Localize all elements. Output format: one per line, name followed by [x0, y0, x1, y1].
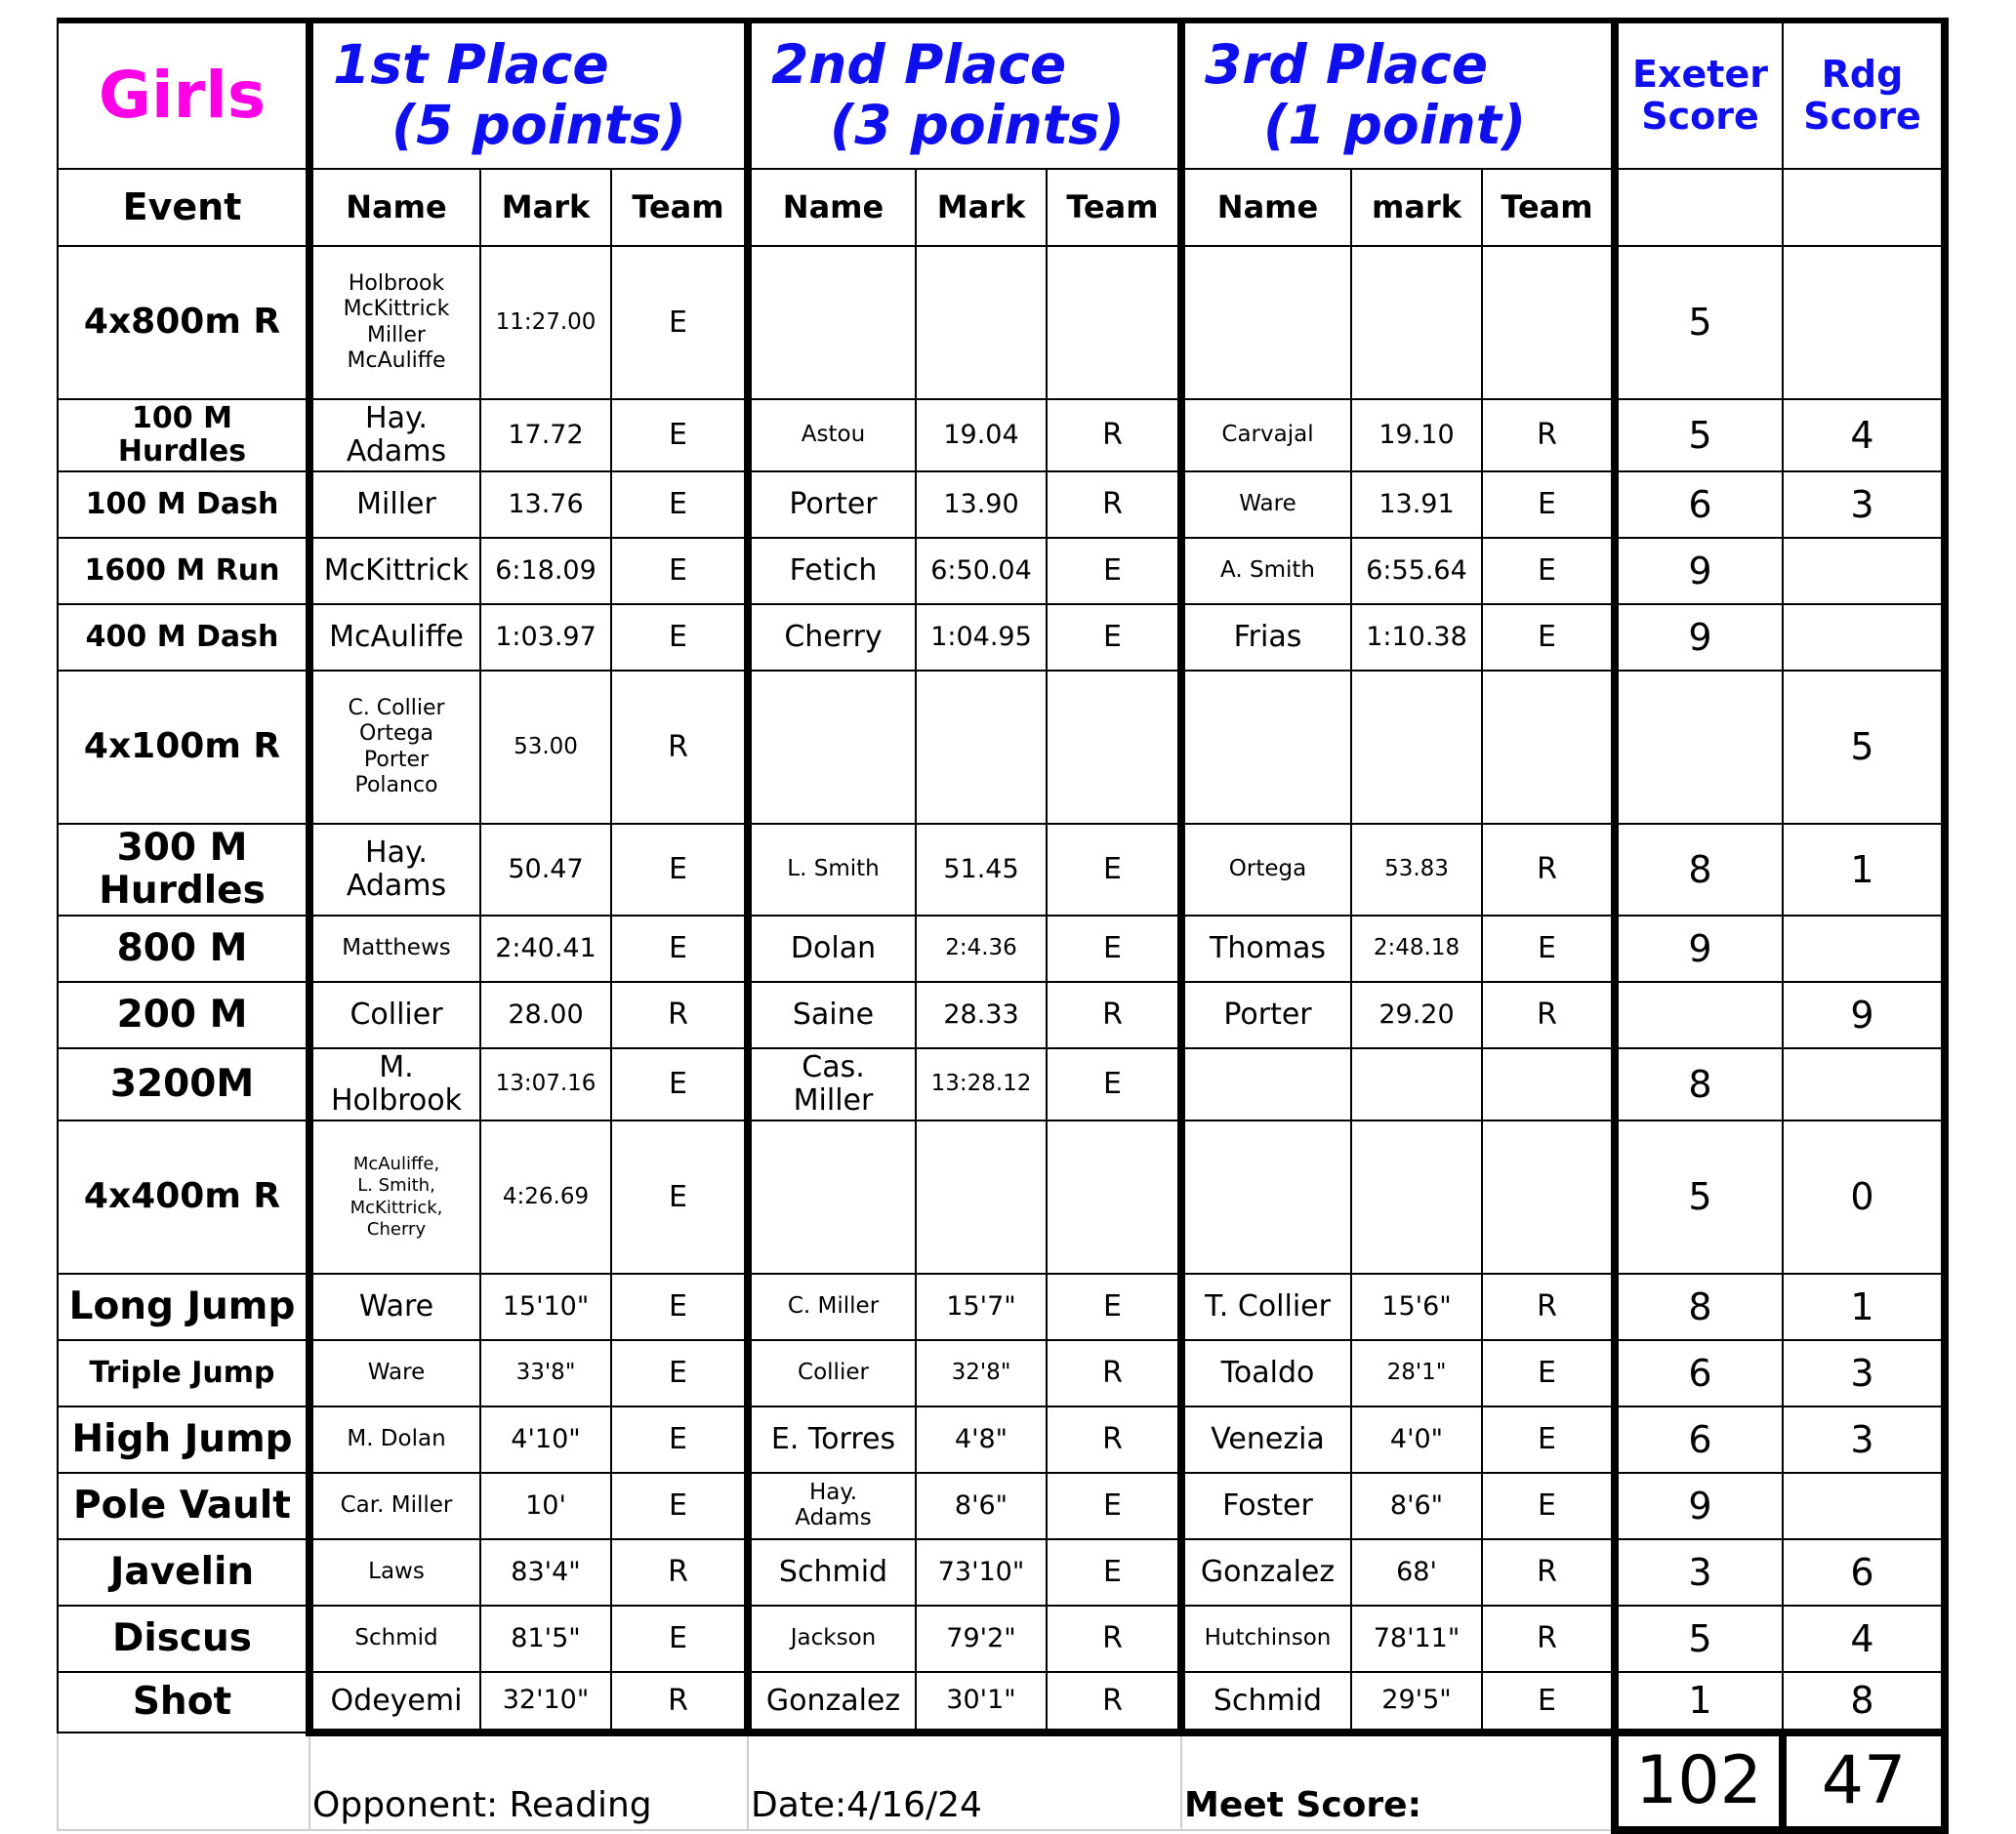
event-row-long-jump — [58, 1274, 1945, 1340]
p3-mark: 8'6" — [1351, 1473, 1482, 1539]
event-row-4x800m-r — [58, 246, 1945, 399]
p1-mark: 83'4" — [480, 1539, 611, 1606]
event-name: 800 M — [58, 916, 309, 982]
p1-mark: 32'10" — [480, 1672, 611, 1732]
event-row-javelin — [58, 1539, 1945, 1606]
p2-team: R — [1047, 1406, 1181, 1473]
p1-athlete-name-line: Ortega — [359, 721, 433, 747]
p3-team: R — [1482, 399, 1615, 471]
p1-mark: 53.00 — [480, 671, 611, 824]
event-name: Triple Jump — [58, 1340, 309, 1406]
p3-mark: 28'1" — [1351, 1340, 1482, 1406]
p1-mark: 17.72 — [480, 399, 611, 471]
p1-team-header: Team — [611, 169, 748, 246]
p3-athlete-name: Carvajal — [1181, 399, 1351, 471]
p1-athlete-name — [309, 1121, 480, 1274]
p3-mark: 2:48.18 — [1351, 916, 1482, 982]
rdg-score-header: Rdg Score — [1783, 20, 1945, 169]
p1-athlete-name-line: Miller — [367, 322, 426, 347]
event-name-line: 100 M — [132, 401, 232, 436]
p1-athlete-name-line: Holbrook — [330, 1083, 463, 1118]
column-header-row — [58, 169, 1945, 246]
p2-team: E — [1047, 1539, 1181, 1606]
p1-mark-header: Mark — [480, 169, 611, 246]
p2-team — [1047, 1121, 1181, 1274]
p3-team: R — [1482, 824, 1615, 916]
event-name: Javelin — [58, 1539, 309, 1606]
p1-team: E — [611, 471, 748, 538]
event-name — [58, 824, 309, 916]
p1-team: R — [611, 982, 748, 1048]
event-row-triple-jump — [58, 1340, 1945, 1406]
event-name: Discus — [58, 1606, 309, 1672]
p2-athlete-name: Gonzalez — [748, 1672, 916, 1732]
p3-mark: 29.20 — [1351, 982, 1482, 1048]
p2-athlete-name: Fetich — [748, 538, 916, 604]
meet-score-label: Meet Score: — [1181, 1732, 1615, 1830]
p1-team: E — [611, 824, 748, 916]
exeter-score: 6 — [1615, 1406, 1783, 1473]
p1-mark: 13:07.16 — [480, 1048, 611, 1121]
opponent-label: Opponent: Reading — [309, 1732, 748, 1830]
exeter-score: 8 — [1615, 1048, 1783, 1121]
rdg-score — [1783, 1473, 1945, 1539]
rdg-score: 4 — [1783, 1606, 1945, 1672]
p1-athlete-name-line: Porter — [363, 747, 430, 772]
p3-athlete-name — [1181, 1121, 1351, 1274]
p3-team — [1482, 246, 1615, 399]
p1-team: E — [611, 246, 748, 399]
p1-athlete-name: Laws — [309, 1539, 480, 1606]
p1-team: R — [611, 1672, 748, 1732]
p3-athlete-name: Porter — [1181, 982, 1351, 1048]
event-name: 3200M — [58, 1048, 309, 1121]
p3-mark: 29'5" — [1351, 1672, 1482, 1732]
exeter-score: 9 — [1615, 916, 1783, 982]
p2-team — [1047, 246, 1181, 399]
exeter-score: 8 — [1615, 1274, 1783, 1340]
p1-athlete-name: Miller — [309, 471, 480, 538]
p1-team: R — [611, 671, 748, 824]
rdg-score: 1 — [1783, 824, 1945, 916]
p1-athlete-name-line: Holbrook — [348, 270, 445, 296]
event-row-shot — [58, 1672, 1945, 1732]
p3-athlete-name: Thomas — [1181, 916, 1351, 982]
event-row-4x400m-r — [58, 1121, 1945, 1274]
p2-athlete-name — [748, 246, 916, 399]
p1-team: E — [611, 538, 748, 604]
p3-mark: 1:10.38 — [1351, 604, 1482, 671]
event-name: High Jump — [58, 1406, 309, 1473]
event-row-high-jump — [58, 1406, 1945, 1473]
p1-name-header: Name — [309, 169, 480, 246]
p3-athlete-name — [1181, 671, 1351, 824]
p2-name-header: Name — [748, 169, 916, 246]
p3-team: R — [1482, 1606, 1615, 1672]
exeter-score: 5 — [1615, 1606, 1783, 1672]
p2-mark — [916, 671, 1047, 824]
p1-team: E — [611, 916, 748, 982]
p1-mark: 28.00 — [480, 982, 611, 1048]
p1-athlete-name-line: McAuliffe — [347, 347, 446, 373]
p3-athlete-name: T. Collier — [1181, 1274, 1351, 1340]
exeter-score: 5 — [1615, 246, 1783, 399]
p2-mark: 79'2" — [916, 1606, 1047, 1672]
p2-mark: 2:4.36 — [916, 916, 1047, 982]
p2-athlete-name-line: Hay. — [808, 1480, 858, 1506]
p1-athlete-name — [309, 399, 480, 471]
place3-header: 3rd Place (1 point) — [1181, 20, 1615, 169]
p2-mark: 1:04.95 — [916, 604, 1047, 671]
p3-team: E — [1482, 916, 1615, 982]
p3-team: E — [1482, 1406, 1615, 1473]
p3-athlete-name: A. Smith — [1181, 538, 1351, 604]
p3-athlete-name: Foster — [1181, 1473, 1351, 1539]
event-name: 100 M Dash — [58, 471, 309, 538]
event-row-100-m-dash — [58, 471, 1945, 538]
p3-mark: 6:55.64 — [1351, 538, 1482, 604]
p3-mark: 15'6" — [1351, 1274, 1482, 1340]
exeter-score: 3 — [1615, 1539, 1783, 1606]
rdg-score — [1783, 538, 1945, 604]
scoresheet-table — [57, 18, 1949, 1834]
girls-title: Girls — [58, 20, 309, 169]
p1-team: E — [611, 1406, 748, 1473]
p2-mark: 15'7" — [916, 1274, 1047, 1340]
p2-athlete-name: Dolan — [748, 916, 916, 982]
p2-team: R — [1047, 1606, 1181, 1672]
p2-athlete-name: E. Torres — [748, 1406, 916, 1473]
footer-blank — [58, 1732, 309, 1830]
p2-athlete-name — [748, 1048, 916, 1121]
p1-athlete-name-line: Hay. — [365, 401, 428, 436]
title-row — [58, 20, 1945, 169]
p2-athlete-name — [748, 1121, 916, 1274]
p1-mark: 15'10" — [480, 1274, 611, 1340]
p2-team: E — [1047, 604, 1181, 671]
p1-athlete-name — [309, 671, 480, 824]
exeter-total-score: 102 — [1615, 1732, 1783, 1830]
p1-athlete-name — [309, 824, 480, 916]
p1-athlete-name: Odeyemi — [309, 1672, 480, 1732]
rdg-score: 9 — [1783, 982, 1945, 1048]
rdg-score: 5 — [1783, 671, 1945, 824]
p2-team — [1047, 671, 1181, 824]
event-name-line: 300 M — [116, 826, 248, 871]
p1-athlete-name — [309, 1048, 480, 1121]
p3-mark — [1351, 1048, 1482, 1121]
p2-team: R — [1047, 1340, 1181, 1406]
meet-date: Date:4/16/24 — [748, 1732, 1181, 1830]
rdg-score-blank — [1783, 169, 1945, 246]
p2-team: E — [1047, 916, 1181, 982]
p1-athlete-name-line: McAuliffe, — [352, 1153, 440, 1174]
event-name: 200 M — [58, 982, 309, 1048]
p2-athlete-name — [748, 671, 916, 824]
p2-team-header: Team — [1047, 169, 1181, 246]
event-row-pole-vault — [58, 1473, 1945, 1539]
p3-athlete-name: Ware — [1181, 471, 1351, 538]
rdg-score: 6 — [1783, 1539, 1945, 1606]
p1-team: E — [611, 1048, 748, 1121]
p3-mark — [1351, 1121, 1482, 1274]
p1-athlete-name: Ware — [309, 1340, 480, 1406]
event-name: 400 M Dash — [58, 604, 309, 671]
p3-athlete-name: Schmid — [1181, 1672, 1351, 1732]
p1-mark: 11:27.00 — [480, 246, 611, 399]
p1-mark: 81'5" — [480, 1606, 611, 1672]
p1-mark: 13.76 — [480, 471, 611, 538]
p3-team: E — [1482, 1672, 1615, 1732]
p1-team: E — [611, 1121, 748, 1274]
rdg-score: 4 — [1783, 399, 1945, 471]
event-name: 4x400m R — [58, 1121, 309, 1274]
p1-athlete-name: Matthews — [309, 916, 480, 982]
event-name: 1600 M Run — [58, 538, 309, 604]
p3-name-header: Name — [1181, 169, 1351, 246]
p2-athlete-name: Jackson — [748, 1606, 916, 1672]
p3-athlete-name — [1181, 246, 1351, 399]
event-row-4x100m-r — [58, 671, 1945, 824]
p2-mark: 32'8" — [916, 1340, 1047, 1406]
p3-athlete-name — [1181, 1048, 1351, 1121]
p1-mark: 10' — [480, 1473, 611, 1539]
p2-athlete-name: L. Smith — [748, 824, 916, 916]
p3-mark: 53.83 — [1351, 824, 1482, 916]
place2-header: 2nd Place (3 points) — [748, 20, 1181, 169]
p1-athlete-name-line: Polanco — [354, 772, 438, 797]
p1-mark: 50.47 — [480, 824, 611, 916]
p3-mark: 13.91 — [1351, 471, 1482, 538]
p2-athlete-name-line: Cas. — [802, 1050, 865, 1085]
p2-team: E — [1047, 1048, 1181, 1121]
event-column-header: Event — [58, 169, 309, 246]
p1-mark: 1:03.97 — [480, 604, 611, 671]
p1-team: E — [611, 604, 748, 671]
p2-mark: 19.04 — [916, 399, 1047, 471]
p2-team: E — [1047, 1274, 1181, 1340]
p1-mark: 33'8" — [480, 1340, 611, 1406]
p2-athlete-name: C. Miller — [748, 1274, 916, 1340]
event-row-3200m — [58, 1048, 1945, 1121]
exeter-score: 9 — [1615, 538, 1783, 604]
p1-team: R — [611, 1539, 748, 1606]
p3-mark — [1351, 671, 1482, 824]
p2-team: R — [1047, 471, 1181, 538]
event-row-discus — [58, 1606, 1945, 1672]
rdg-score — [1783, 916, 1945, 982]
p2-athlete-name: Schmid — [748, 1539, 916, 1606]
p2-mark: 51.45 — [916, 824, 1047, 916]
p2-athlete-name: Saine — [748, 982, 916, 1048]
p1-athlete-name-line: Cherry — [366, 1219, 427, 1240]
exeter-score — [1615, 982, 1783, 1048]
p1-athlete-name-line: McKittrick — [343, 297, 450, 322]
p2-team: R — [1047, 982, 1181, 1048]
p1-mark: 6:18.09 — [480, 538, 611, 604]
p2-team: E — [1047, 1473, 1181, 1539]
p2-mark: 30'1" — [916, 1672, 1047, 1732]
p1-athlete-name: Car. Miller — [309, 1473, 480, 1539]
p2-mark: 8'6" — [916, 1473, 1047, 1539]
p2-athlete-name: Cherry — [748, 604, 916, 671]
rdg-score: 8 — [1783, 1672, 1945, 1732]
p1-team: E — [611, 1274, 748, 1340]
p3-team: E — [1482, 604, 1615, 671]
event-name: Shot — [58, 1672, 309, 1732]
p1-athlete-name: Schmid — [309, 1606, 480, 1672]
p2-athlete-name — [748, 1473, 916, 1539]
p1-athlete-name: Ware — [309, 1274, 480, 1340]
p3-mark: 19.10 — [1351, 399, 1482, 471]
p3-team: E — [1482, 471, 1615, 538]
p3-athlete-name: Ortega — [1181, 824, 1351, 916]
p2-mark: 28.33 — [916, 982, 1047, 1048]
footer-row — [58, 1732, 1945, 1830]
p2-athlete-name-line: Miller — [793, 1083, 874, 1118]
p1-athlete-name-line: C. Collier — [348, 695, 445, 720]
rdg-score — [1783, 246, 1945, 399]
p1-athlete-name — [309, 246, 480, 399]
p2-mark-header: Mark — [916, 169, 1047, 246]
p3-athlete-name: Gonzalez — [1181, 1539, 1351, 1606]
exeter-score-blank — [1615, 169, 1783, 246]
exeter-score: 5 — [1615, 1121, 1783, 1274]
p1-athlete-name-line: L. Smith, — [357, 1175, 435, 1196]
p3-team: E — [1482, 538, 1615, 604]
exeter-score: 6 — [1615, 1340, 1783, 1406]
p3-team — [1482, 671, 1615, 824]
p2-mark — [916, 246, 1047, 399]
event-row-800-m — [58, 916, 1945, 982]
p1-athlete-name: Collier — [309, 982, 480, 1048]
exeter-score: 5 — [1615, 399, 1783, 471]
p2-team: R — [1047, 1672, 1181, 1732]
p2-mark: 6:50.04 — [916, 538, 1047, 604]
event-name: Long Jump — [58, 1274, 309, 1340]
event-name-line: Hurdles — [117, 434, 247, 469]
p1-mark: 4:26.69 — [480, 1121, 611, 1274]
p1-athlete-name-line: Hay. — [365, 835, 428, 871]
p3-team — [1482, 1121, 1615, 1274]
p3-mark-header: mark — [1351, 169, 1482, 246]
event-name: 4x100m R — [58, 671, 309, 824]
event-name-line: Hurdles — [99, 869, 266, 913]
event-name — [58, 399, 309, 471]
p2-mark: 73'10" — [916, 1539, 1047, 1606]
p2-team: E — [1047, 824, 1181, 916]
p3-athlete-name: Frias — [1181, 604, 1351, 671]
p2-team: R — [1047, 399, 1181, 471]
p2-mark: 13.90 — [916, 471, 1047, 538]
rdg-score: 3 — [1783, 1406, 1945, 1473]
p1-athlete-name: M. Dolan — [309, 1406, 480, 1473]
p3-team: R — [1482, 982, 1615, 1048]
p2-athlete-name: Astou — [748, 399, 916, 471]
exeter-score: 1 — [1615, 1672, 1783, 1732]
exeter-score: 9 — [1615, 1473, 1783, 1539]
p3-athlete-name: Hutchinson — [1181, 1606, 1351, 1672]
event-row-300-m-hurdles — [58, 824, 1945, 916]
rdg-score — [1783, 604, 1945, 671]
p1-team: E — [611, 1473, 748, 1539]
exeter-score: 8 — [1615, 824, 1783, 916]
p1-athlete-name: McKittrick — [309, 538, 480, 604]
p3-team: R — [1482, 1274, 1615, 1340]
event-row-200-m — [58, 982, 1945, 1048]
p3-athlete-name: Toaldo — [1181, 1340, 1351, 1406]
p3-mark — [1351, 246, 1482, 399]
event-row-400-m-dash — [58, 604, 1945, 671]
p3-team: R — [1482, 1539, 1615, 1606]
p3-athlete-name: Venezia — [1181, 1406, 1351, 1473]
rdg-score — [1783, 1048, 1945, 1121]
p2-athlete-name: Porter — [748, 471, 916, 538]
exeter-score-header: Exeter Score — [1615, 20, 1783, 169]
p1-team: E — [611, 1606, 748, 1672]
p2-mark — [916, 1121, 1047, 1274]
event-row-100-m-hurdles — [58, 399, 1945, 471]
p1-athlete-name-line: McKittrick, — [350, 1197, 443, 1218]
p1-athlete-name-line: Adams — [346, 869, 447, 903]
p3-team: E — [1482, 1340, 1615, 1406]
rdg-score: 3 — [1783, 1340, 1945, 1406]
place1-header: 1st Place (5 points) — [309, 20, 748, 169]
event-name: 4x800m R — [58, 246, 309, 399]
p2-mark: 4'8" — [916, 1406, 1047, 1473]
p1-athlete-name: McAuliffe — [309, 604, 480, 671]
exeter-score: 9 — [1615, 604, 1783, 671]
p1-athlete-name-line: Adams — [346, 434, 447, 469]
rdg-total-score: 47 — [1783, 1732, 1945, 1830]
exeter-score — [1615, 671, 1783, 824]
p2-mark: 13:28.12 — [916, 1048, 1047, 1121]
exeter-score: 6 — [1615, 471, 1783, 538]
event-row-1600-m-run — [58, 538, 1945, 604]
rdg-score: 3 — [1783, 471, 1945, 538]
rdg-score: 1 — [1783, 1274, 1945, 1340]
p1-mark: 4'10" — [480, 1406, 611, 1473]
p3-team — [1482, 1048, 1615, 1121]
p2-team: E — [1047, 538, 1181, 604]
rdg-score: 0 — [1783, 1121, 1945, 1274]
p1-team: E — [611, 399, 748, 471]
p2-athlete-name: Collier — [748, 1340, 916, 1406]
p3-team: E — [1482, 1473, 1615, 1539]
p3-team-header: Team — [1482, 169, 1615, 246]
p1-mark: 2:40.41 — [480, 916, 611, 982]
p3-mark: 68' — [1351, 1539, 1482, 1606]
p1-athlete-name-line: M. — [379, 1050, 414, 1085]
p2-athlete-name-line: Adams — [795, 1505, 872, 1530]
p3-mark: 4'0" — [1351, 1406, 1482, 1473]
p3-mark: 78'11" — [1351, 1606, 1482, 1672]
event-name: Pole Vault — [58, 1473, 309, 1539]
p1-team: E — [611, 1340, 748, 1406]
